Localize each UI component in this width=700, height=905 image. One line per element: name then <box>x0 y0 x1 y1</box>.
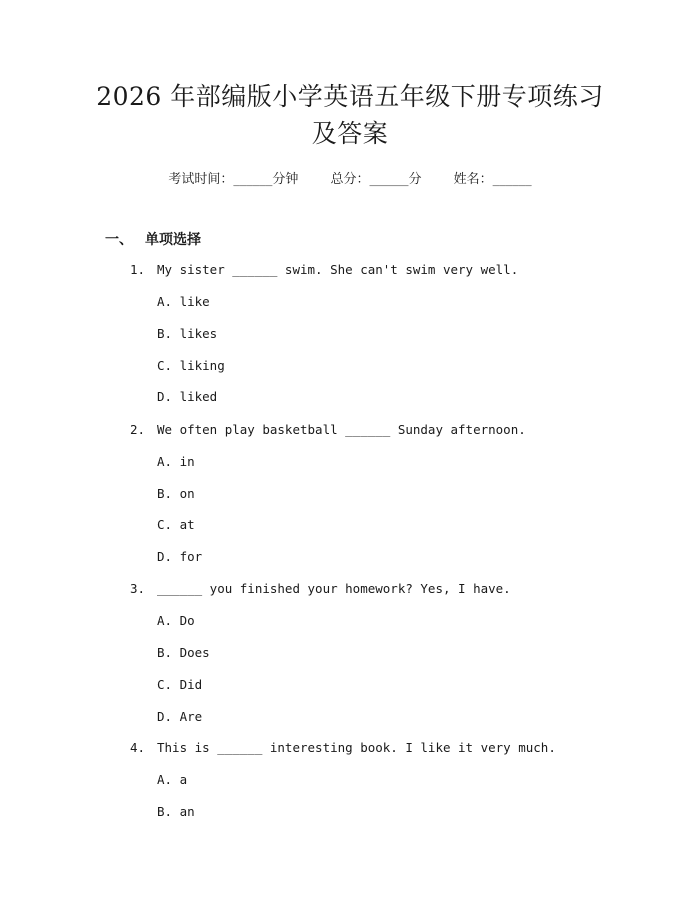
title-line-2: 及答案 <box>311 119 389 148</box>
option: C. Did <box>157 677 203 692</box>
question-text: This is ______ interesting book. I like it very much. <box>157 740 556 755</box>
question <box>130 740 556 755</box>
question <box>130 262 518 277</box>
option: D. liked <box>157 389 218 404</box>
question-text: We often play basketball ______ Sunday afternoon. <box>157 422 526 437</box>
exam-info <box>0 168 700 187</box>
exam-time: 考试时间：______分钟 <box>168 172 299 187</box>
question-number: 3. <box>130 581 146 596</box>
option: D. Are <box>157 709 203 724</box>
question-number: 1. <box>130 262 146 277</box>
question-number: 4. <box>130 740 146 755</box>
section-number: 一、 <box>105 232 133 248</box>
option: A. a <box>157 772 188 787</box>
option: C. liking <box>157 358 225 373</box>
option: B. on <box>157 486 195 501</box>
option: A. Do <box>157 613 195 628</box>
option: A. like <box>157 294 210 309</box>
exam-name: 姓名：______ <box>453 172 532 187</box>
question <box>130 422 526 437</box>
option: D. for <box>157 549 203 564</box>
option: B. Does <box>157 645 210 660</box>
title-line-1: 2026 年部编版小学英语五年级下册专项练习 <box>96 82 604 111</box>
option: B. likes <box>157 326 218 341</box>
question-text: ______ you finished your homework? Yes, I have. <box>157 581 511 596</box>
question-text: My sister ______ swim. She can't swim very well. <box>157 262 519 277</box>
section-title: 单项选择 <box>145 232 201 248</box>
option: B. an <box>157 804 195 819</box>
option: C. at <box>157 517 195 532</box>
option: A. in <box>157 454 195 469</box>
document-title <box>0 78 700 152</box>
section-heading <box>105 229 201 249</box>
exam-score: 总分：______分 <box>330 172 422 187</box>
question <box>130 581 511 596</box>
question-number: 2. <box>130 422 146 437</box>
